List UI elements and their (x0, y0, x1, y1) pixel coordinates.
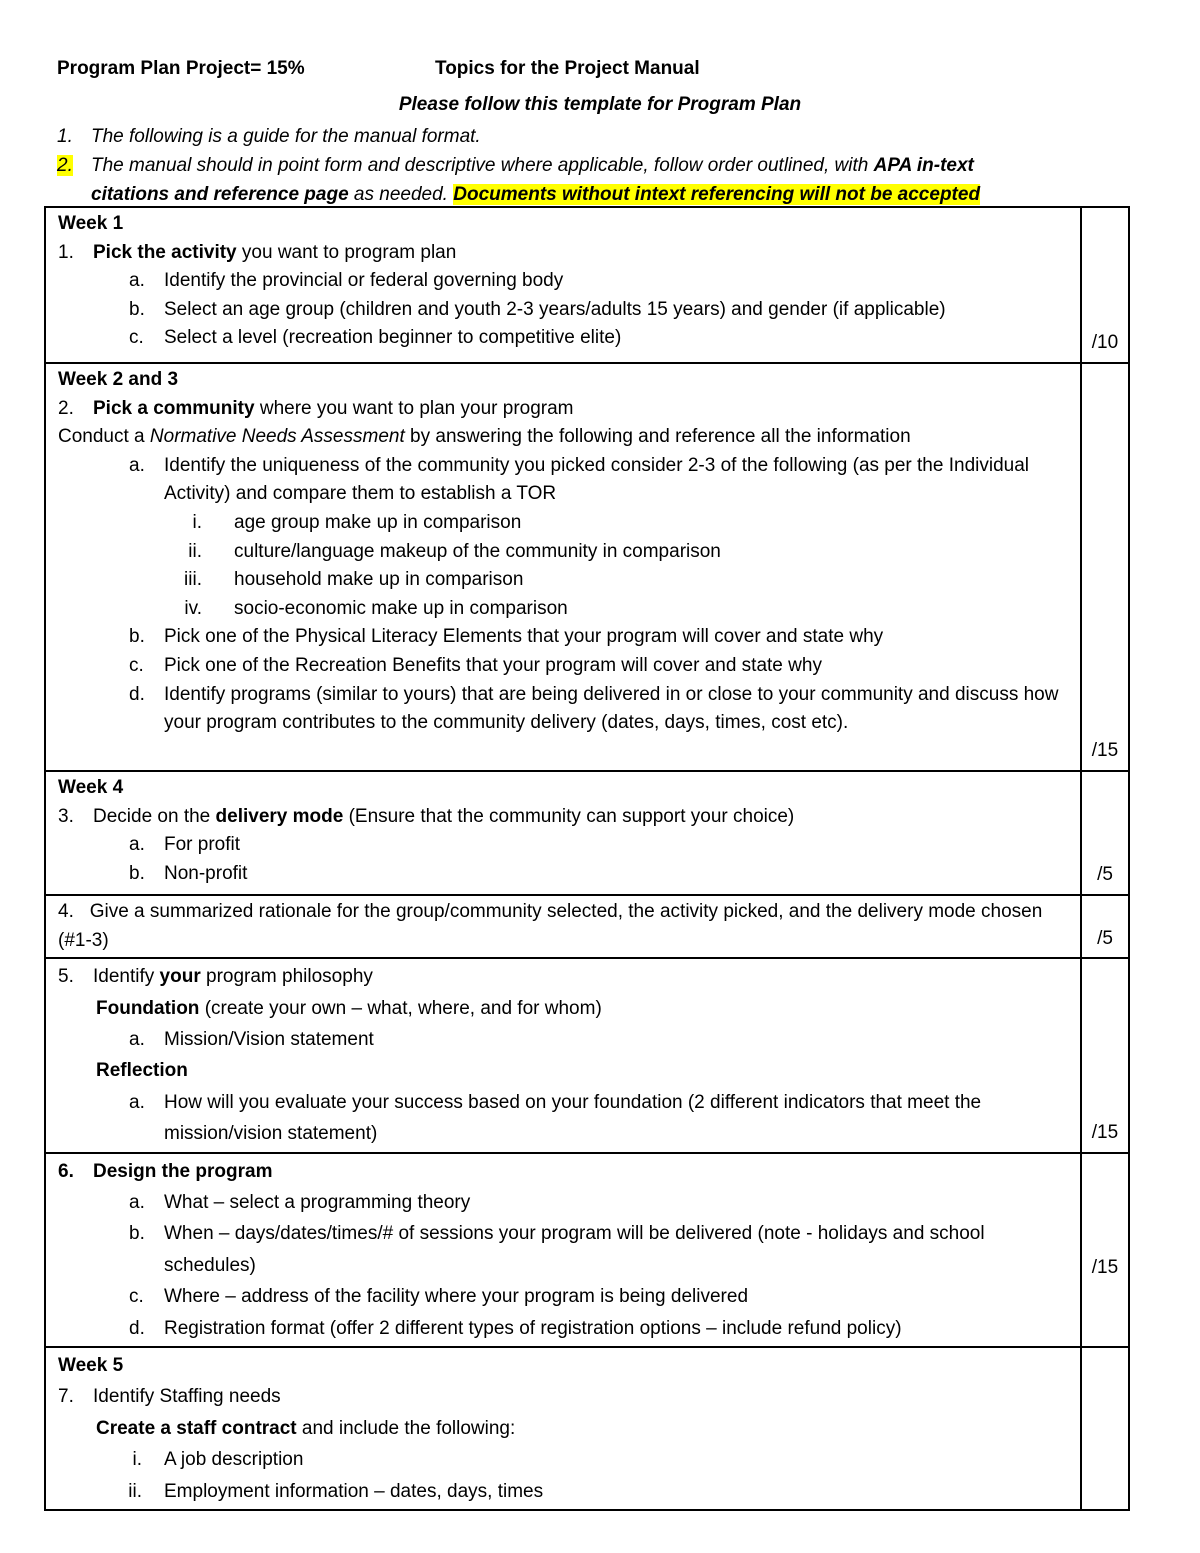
table-row (45, 1347, 1129, 1510)
table-row (45, 363, 1129, 771)
philosophy-content: 5. Identify your program philosophy Foundation (create your own – what, where, and for whom) a. Mission/Vision statement Reflection a. How will you evaluate your success based on your foundation (2 different indicators that meet the mission/vision statement) (45, 958, 1081, 1152)
template-instruction: Please follow this template for Program Plan (398, 94, 802, 115)
week-5-content: Week 5 7. Identify Staffing needs Create a staff contract and include the following: i. A job description ii. Employment information – dates, days, times (45, 1347, 1081, 1510)
intro-item-2: 2. The manual should in point form and descriptive where applicable, follow order outlined, with APA in-text (57, 155, 974, 176)
score-design: /15 (1081, 1153, 1129, 1347)
intro-item-2-continued: citations and reference page as needed. Documents without intext referencing will not be accepted (91, 184, 981, 205)
document-title: Topics for the Project Manual (435, 58, 700, 79)
score-week-4: /5 (1081, 771, 1129, 895)
rationale-content: 4. Give a summarized rationale for the group/community selected, the activity picked, and the delivery mode chosen (#1-3) (45, 895, 1081, 958)
table-row (45, 895, 1129, 958)
table-row (45, 1153, 1129, 1347)
table-row (45, 207, 1129, 363)
intro-list (57, 122, 1137, 209)
score-week-5 (1081, 1347, 1129, 1510)
week-1-content: Week 1 1. Pick the activity you want to program plan a. Identify the provincial or federal governing body b. Select an age group (children and youth 2-3 years/adults 15 years) and gender (if applicable) c. Select a level (recreation beginner to competitive elite) (45, 207, 1081, 363)
week-2-3-content: Week 2 and 3 2. Pick a community where you want to plan your program Conduct a Normative Needs Assessment by answering the following and reference all the information a. Identify the uniqueness of the community you picked consider 2-3 of the following (as per the Individual Activity) and compare them to establish a TOR i. age group make up in comparison ii. culture/language makeup of the community in comparison iii. household make up in comparison iv. socio-economic make up in comparison b. Pick one of the Physical Literacy Elements that your program will cover and state why c. Pick one of the Recreation Benefits that your program will cover and state why d. Identify programs (similar to yours) that are being delivered in or close to your community and discuss how your program contributes to the community delivery (dates, days, times, cost etc). (45, 363, 1081, 771)
score-rationale: /5 (1081, 895, 1129, 958)
header-line (57, 58, 1157, 88)
week-4-content: Week 4 3. Decide on the delivery mode (Ensure that the community can support your choice) a. For profit b. Non-profit (45, 771, 1081, 895)
score-week-2-3: /15 (1081, 363, 1129, 771)
design-content: 6. Design the program a. What – select a programming theory b. When – days/dates/times/# of sessions your program will be delivered (note - holidays and school schedules) c. Where – address of the facility where your program is being delivered d. Registration format (offer 2 different types of registration options – include refund policy) (45, 1153, 1081, 1347)
table-row (45, 771, 1129, 895)
highlighted-warning: Documents without intext referencing will not be accepted (453, 184, 981, 205)
project-weight: Program Plan Project= 15% (57, 58, 305, 79)
score-week-1: /10 (1081, 207, 1129, 363)
program-plan-table (44, 206, 1130, 1511)
table-row (45, 958, 1129, 1152)
score-philosophy: /15 (1081, 958, 1129, 1152)
intro-item-1: 1. The following is a guide for the manual format. (57, 126, 481, 147)
